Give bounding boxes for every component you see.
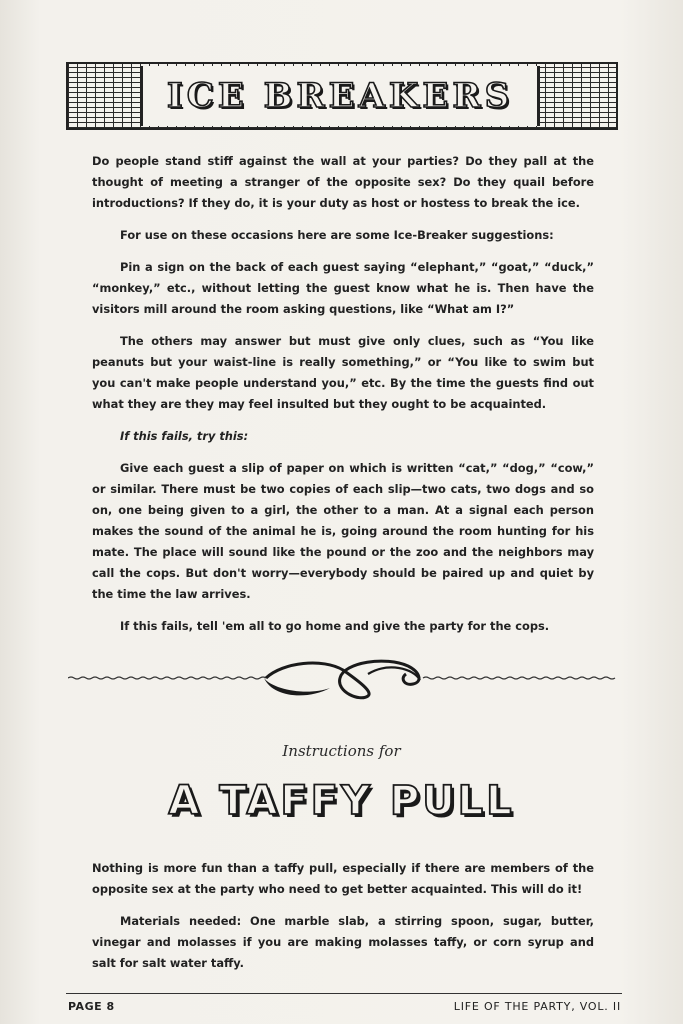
divider-right-wave [423, 677, 615, 679]
suggestions-intro: For use on these occasions here are some Ice-Breaker suggestions: [120, 228, 554, 242]
if-fails-heading: If this fails, try this: [120, 429, 249, 443]
footer-rule [66, 993, 622, 994]
ice-breakers-banner [140, 66, 540, 126]
divider-left-wave [68, 677, 266, 679]
ornament-divider [68, 648, 620, 708]
divider-flourish-left [264, 678, 330, 695]
taffy-section [92, 858, 594, 985]
taffy-intro-paragraph: Nothing is more fun than a taffy pull, especially if there are members of the opposite sex at the party who need to get better acquainted. This will do it! [92, 861, 594, 896]
clues-paragraph: The others may answer but must give only clues, such as “You like peanuts but your waist-line is really something,” or “You like to swim but you can't make people understand you,” etc. By the time the guests find out what they are they may feel insulted but they ought to be acquainted. [92, 334, 594, 411]
closing-paragraph: If this fails, tell 'em all to go home and give the party for the cops. [120, 619, 550, 633]
taffy-subtitle: Instructions for [282, 742, 401, 760]
materials-paragraph: Materials needed: One marble slab, a stirring spoon, sugar, butter, vinegar and molasses if you are making molasses taffy, or corn syrup and salt for salt water taffy. [92, 914, 594, 970]
page-number: PAGE 8 [68, 1000, 115, 1013]
animal-sounds-paragraph: Give each guest a slip of paper on which is written “cat,” “dog,” “cow,” or similar. There must be two copies of each slip—two cats, two dogs and so on, one being given to a girl, the other to a man. At a signal each person makes the sound of the animal he is, going around the room hunting for his mate. The place will sound like the pound or the zoo and the neighbors may call the cops. But don't worry—everybody should be paired up and quiet by the time the law arrives. [92, 461, 594, 601]
sign-game-paragraph: Pin a sign on the back of each guest saying “elephant,” “goat,” “duck,” “monkey,” etc., without letting the guest know what he is. Then have the visitors mill around the room asking questions, like “What am I?” [92, 260, 594, 316]
ice-breakers-section [92, 151, 594, 648]
banner-title: ICE BREAKERS [166, 76, 514, 116]
publication-title: LIFE OF THE PARTY, VOL. II [453, 1000, 621, 1013]
taffy-title: A TAFFY PULL [168, 778, 515, 824]
intro-paragraph: Do people stand stiff against the wall at your parties? Do they pall at the thought of meeting a stranger of the opposite sex? Do they quail before introductions? If they do, it is your duty as host or hostess to break the ice. [92, 154, 594, 210]
